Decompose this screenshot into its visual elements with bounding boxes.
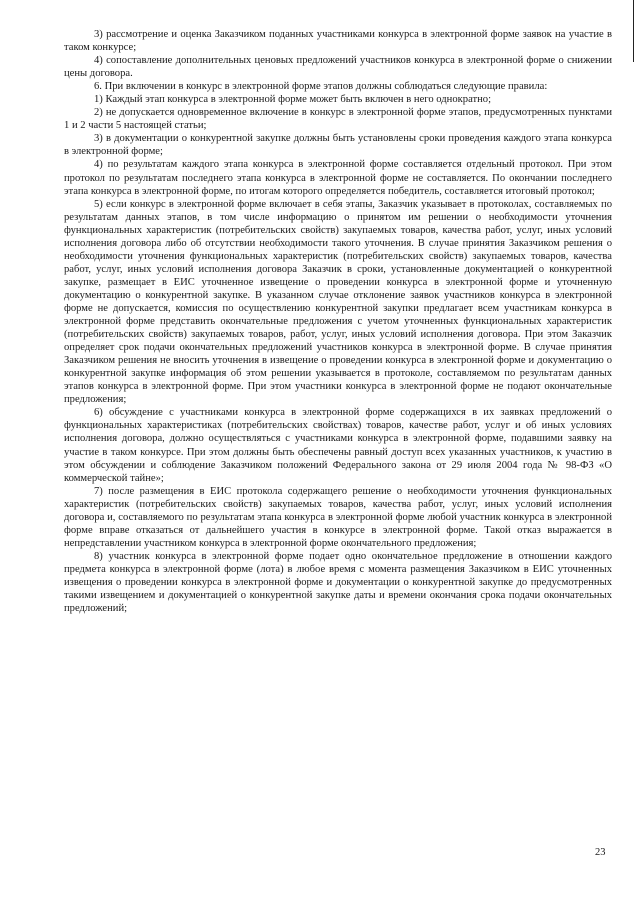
page-edge-mark <box>633 0 634 62</box>
paragraph: 4) сопоставление дополнительных ценовых предложений участников конкурса в электронной форме о снижении цены договора. <box>64 55 612 80</box>
paragraph: 5) если конкурс в электронной форме включает в себя этапы, Заказчик указывает в протоколах, составляемых по результатам данных этапов, в том числе информацию о принятом им решении о необходимости уточнения функциональных характеристик (потребительских свойств) закупаемых товаров, качества работ, услуг, иных условий исполнения договора либо об отсутствии необходимости такого уточнения. В случае принятия Заказчиком решения о необходимости уточнения функциональных характеристик (потребительских свойств) закупаемых товаров, качества работ, услуг, иных условий исполнения договора Заказчик в сроки, установленные документацией о конкурентной закупке, размещает в ЕИС уточненное извещение о проведении конкурса в электронной форме и уточненную документацию о конкурентной закупке. В указанном случае отклонение заявок участников конкурса в электронной форме не допускается, комиссия по осуществлению конкурентной закупки предлагает всем участникам конкурса в электронной форме представить окончательные предложения с учетом уточненных функциональных характеристик (потребительских свойств) закупаемых товаров, работ, услуг, иных условий исполнения договора. При этом Заказчик определяет срок подачи окончательных предложений участников конкурса в электронной форме. В случае принятия Заказчиком решения не вносить уточнения в извещение о проведении конкурса в электронной форме и документацию о конкурентной закупке информация об этом решении указывается в протоколе, составляемом по результатам данных этапов конкурса в электронной форме. При этом участники конкурса в электронной форме не подают окончательные предложения; <box>64 198 612 406</box>
paragraph: 6. При включении в конкурс в электронной форме этапов должны соблюдаться следующие правила: <box>94 81 548 93</box>
body-text <box>64 28 612 615</box>
paragraph: 4) по результатам каждого этапа конкурса в электронной форме составляется отдельный протокол. При этом протокол по результатам последнего этапа конкурса в электронной форме не составляется. По окончании последнего этапа конкурса в электронной форме, по итогам которого определяется победитель, составляется итоговый протокол; <box>64 159 612 197</box>
paragraph: 8) участник конкурса в электронной форме подает одно окончательное предложение в отношении каждого предмета конкурса в электронной форме (лота) в любое время с момента размещения Заказчиком в ЕИС уточненных извещения о проведении конкурса в электронной форме и документации о конкурентной закупке до предусмотренных такими извещением и документацией о конкурентной закупке даты и времени окончания срока подачи окончательных предложений; <box>64 550 612 615</box>
paragraph: 7) после размещения в ЕИС протокола содержащего решение о необходимости уточнения функциональных характеристик (потребительских свойств) закупаемых товаров, качества работ, услуг, иных условий исполнения договора и, составляемого по результатам этапа конкурса в электронной форме любой участник конкурса в электронной форме вправе отказаться от дальнейшего участия в конкурсе в электронной форме. Такой отказ выражается в непредставлении участником конкурса в электронной форме окончательного предложения; <box>64 485 612 549</box>
paragraph: 6) обсуждение с участниками конкурса в электронной форме содержащихся в их заявках предложений о функциональных характеристиках (потребительских свойствах) товаров, качестве работ, услуг и об иных условиях исполнения договора, должно осуществляться с участниками конкурса в электронной форме, подавшими заявку на участие в таком конкурсе. При этом должны быть обеспечены равный доступ всех указанных участников, к участию в этом обсуждении и соблюдение Заказчиком положений Федерального закона от 29 июля 2004 года № 98-ФЗ «О коммерческой тайне»; <box>64 407 612 484</box>
paragraph: 1) Каждый этап конкурса в электронной форме может быть включен в него однократно; <box>94 94 492 106</box>
paragraph: 2) не допускается одновременное включение в конкурс в электронной форме этапов, предусмотренных пунктами 1 и 2 части 5 настоящей статьи; <box>64 107 612 132</box>
page-number: 23 <box>595 847 606 858</box>
paragraph: 3) в документации о конкурентной закупке должны быть установлены сроки проведения каждого этапа конкурса в электронной форме; <box>64 133 612 158</box>
paragraph: 3) рассмотрение и оценка Заказчиком поданных участниками конкурса в электронной форме заявок на участие в таком конкурсе; <box>64 29 612 54</box>
